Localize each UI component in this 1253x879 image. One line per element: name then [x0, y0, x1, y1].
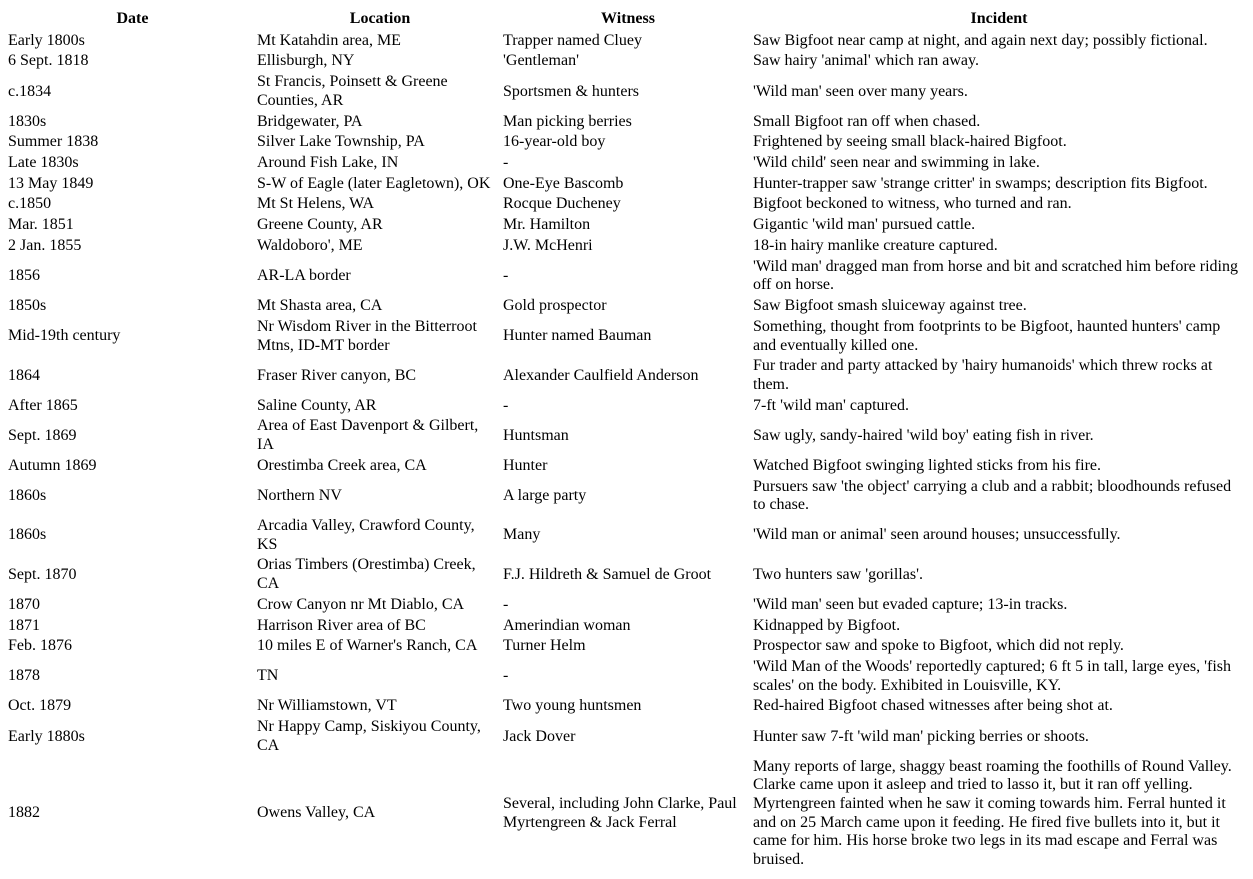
cell-incident: Pursuers saw 'the object' carrying a club and a rabbit; bloodhounds refused to chase. — [753, 477, 1232, 514]
table-row — [8, 636, 1245, 657]
cell-incident: Hunter saw 7-ft 'wild man' picking berries or shoots. — [753, 727, 1089, 745]
cell-incident: 'Wild child' seen near and swimming in lake. — [753, 154, 1040, 172]
cell-location: Mt Katahdin area, ME — [257, 31, 401, 49]
cell-incident: 'Wild man' seen over many years. — [753, 82, 968, 100]
cell-date: Autumn 1869 — [8, 456, 97, 474]
cell-witness: - — [503, 154, 509, 172]
table-row — [8, 51, 1245, 72]
cell-incident: Small Bigfoot ran off when chased. — [753, 112, 981, 130]
table-row — [8, 516, 1245, 555]
cell-incident: Saw ugly, sandy-haired 'wild boy' eating fish in river. — [753, 426, 1094, 444]
cell-witness: 16-year-old boy — [503, 133, 606, 151]
cell-location: Mt St Helens, WA — [257, 195, 375, 213]
cell-incident: Hunter-trapper saw 'strange critter' in swamps; description fits Bigfoot. — [753, 174, 1208, 192]
cell-date: 1830s — [8, 112, 47, 130]
cell-date: 1882 — [8, 804, 40, 822]
cell-witness: J.W. McHenri — [503, 236, 593, 254]
cell-location: Bridgewater, PA — [257, 112, 363, 130]
cell-date: 1850s — [8, 297, 47, 315]
table-row — [8, 174, 1245, 195]
cell-incident: 'Wild man or animal' seen around houses; unsuccessfully. — [753, 526, 1121, 544]
cell-witness: Mr. Hamilton — [503, 216, 591, 234]
table-row — [8, 416, 1245, 455]
cell-location: Silver Lake Township, PA — [257, 133, 425, 151]
cell-date: Late 1830s — [8, 154, 79, 172]
cell-date: Mid-19th century — [8, 327, 121, 345]
cell-witness: Many — [503, 526, 541, 544]
column-header-location: Location — [349, 10, 411, 27]
cell-incident: 7-ft 'wild man' captured. — [753, 396, 909, 414]
cell-witness: - — [503, 396, 509, 414]
cell-witness: Huntsman — [503, 426, 569, 444]
cell-incident: Kidnapped by Bigfoot. — [753, 616, 901, 634]
cell-witness: Man picking berries — [503, 112, 632, 130]
cell-date: Feb. 1876 — [8, 637, 72, 655]
cell-date: Early 1800s — [8, 31, 85, 49]
table-row — [8, 477, 1245, 516]
cell-witness: Amerindian woman — [503, 616, 631, 634]
table-row — [8, 31, 1245, 52]
cell-incident: Prospector saw and spoke to Bigfoot, which did not reply. — [753, 637, 1124, 655]
column-header-date: Date — [116, 10, 149, 27]
cell-witness: Hunter named Bauman — [503, 327, 652, 345]
table-row — [8, 595, 1245, 616]
column-header-witness: Witness — [601, 10, 655, 27]
cell-location: Owens Valley, CA — [257, 804, 376, 822]
cell-location: St Francis, Poinsett & Greene Counties, AR — [257, 73, 448, 109]
cell-location: Waldoboro', ME — [257, 236, 363, 254]
cell-witness: One-Eye Bascomb — [503, 174, 624, 192]
table-row — [8, 356, 1245, 395]
cell-incident: Something, thought from footprints to be Bigfoot, haunted hunters' camp and eventually killed one. — [753, 317, 1221, 354]
cell-location: Area of East Davenport & Gilbert, IA — [257, 417, 479, 454]
cell-date: After 1865 — [8, 396, 78, 414]
cell-witness: Jack Dover — [503, 727, 576, 745]
cell-witness: A large party — [503, 486, 587, 504]
cell-witness: - — [503, 667, 509, 685]
table-row — [8, 317, 1245, 356]
cell-date: 13 May 1849 — [8, 174, 94, 192]
table-row — [8, 757, 1245, 871]
table-row — [8, 153, 1245, 174]
table-row — [8, 555, 1245, 594]
table-row — [8, 257, 1245, 296]
cell-incident: Saw hairy 'animal' which ran away. — [753, 52, 979, 70]
cell-location: TN — [257, 667, 279, 685]
cell-date: 2 Jan. 1855 — [8, 236, 82, 254]
table-row — [8, 236, 1245, 257]
cell-location: S-W of Eagle (later Eagletown), OK — [257, 174, 491, 192]
table-row — [8, 717, 1245, 756]
table-row — [8, 215, 1245, 236]
cell-incident: 'Wild Man of the Woods' reportedly captured; 6 ft 5 in tall, large eyes, 'fish scales' on the body. Exhibited in Louisville, KY. — [753, 658, 1232, 694]
cell-location: Nr Williamstown, VT — [257, 697, 397, 715]
cell-date: c.1850 — [8, 195, 52, 213]
cell-date: Mar. 1851 — [8, 216, 74, 234]
cell-incident: Saw Bigfoot smash sluiceway against tree. — [753, 297, 1027, 315]
table-row — [8, 456, 1245, 477]
cell-witness: Hunter — [503, 456, 548, 474]
cell-date: 1860s — [8, 486, 47, 504]
cell-date: Sept. 1870 — [8, 565, 77, 583]
cell-witness: Turner Helm — [503, 637, 586, 655]
table-row — [8, 112, 1245, 133]
cell-incident: 18-in hairy manlike creature captured. — [753, 236, 998, 254]
bigfoot-sightings-table — [8, 8, 1245, 871]
cell-witness: Several, including John Clarke, Paul Myrtengreen & Jack Ferral — [503, 795, 737, 831]
cell-witness: Two young huntsmen — [503, 697, 642, 715]
table-row — [8, 657, 1245, 696]
cell-date: Summer 1838 — [8, 133, 99, 151]
cell-date: Oct. 1879 — [8, 697, 72, 715]
cell-date: c.1834 — [8, 82, 52, 100]
cell-witness: Alexander Caulfield Anderson — [503, 366, 699, 384]
cell-incident: Red-haired Bigfoot chased witnesses after being shot at. — [753, 697, 1113, 715]
cell-date: Early 1880s — [8, 727, 85, 745]
cell-date: 6 Sept. 1818 — [8, 52, 89, 70]
cell-witness: - — [503, 266, 509, 284]
cell-witness: Gold prospector — [503, 297, 607, 315]
column-header-incident: Incident — [970, 10, 1028, 27]
table-row — [8, 396, 1245, 417]
cell-location: Arcadia Valley, Crawford County, KS — [257, 516, 475, 553]
cell-incident: 'Wild man' seen but evaded capture; 13-in tracks. — [753, 595, 1068, 613]
cell-location: Mt Shasta area, CA — [257, 297, 383, 315]
cell-date: 1856 — [8, 266, 40, 284]
cell-location: Around Fish Lake, IN — [257, 154, 399, 172]
cell-location: Fraser River canyon, BC — [257, 366, 417, 384]
table-row — [8, 132, 1245, 153]
cell-witness: - — [503, 595, 509, 613]
cell-location: Saline County, AR — [257, 396, 377, 414]
cell-location: Orestimba Creek area, CA — [257, 456, 427, 474]
table-body — [8, 31, 1245, 871]
cell-incident: Frightened by seeing small black-haired Bigfoot. — [753, 133, 1067, 151]
cell-date: 1871 — [8, 616, 40, 634]
table-row — [8, 72, 1245, 111]
cell-location: Crow Canyon nr Mt Diablo, CA — [257, 595, 465, 613]
cell-location: Greene County, AR — [257, 216, 383, 234]
cell-date: Sept. 1869 — [8, 426, 77, 444]
cell-witness: 'Gentleman' — [503, 52, 579, 70]
cell-incident: Gigantic 'wild man' pursued cattle. — [753, 216, 976, 234]
header-row — [8, 8, 1245, 31]
cell-witness: Sportsmen & hunters — [503, 82, 639, 100]
cell-location: Harrison River area of BC — [257, 616, 426, 634]
cell-location: 10 miles E of Warner's Ranch, CA — [257, 637, 478, 655]
cell-incident: Watched Bigfoot swinging lighted sticks from his fire. — [753, 456, 1101, 474]
cell-location: Orias Timbers (Orestimba) Creek, CA — [257, 556, 476, 593]
cell-witness: F.J. Hildreth & Samuel de Groot — [503, 565, 712, 583]
cell-incident: 'Wild man' dragged man from horse and bit and scratched him before riding off on horse. — [753, 257, 1238, 294]
cell-date: 1860s — [8, 526, 47, 544]
cell-location: Nr Happy Camp, Siskiyou County, CA — [257, 718, 481, 754]
cell-witness: Rocque Ducheney — [503, 195, 621, 213]
cell-incident: Fur trader and party attacked by 'hairy humanoids' which threw rocks at them. — [753, 357, 1213, 393]
cell-incident: Two hunters saw 'gorillas'. — [753, 565, 923, 583]
cell-date: 1878 — [8, 667, 40, 685]
cell-location: Nr Wisdom River in the Bitterroot Mtns, ID-MT border — [257, 317, 477, 354]
cell-incident: Many reports of large, shaggy beast roaming the foothills of Round Valley. Clarke came upon it asleep and tried to lasso it, but it ran off yelling. Myrtengreen fainted when he saw it coming towards him. Ferral hunted it and on 25 March came upon it feeding. He fired five bullets into it, but it came for him. His horse broke two legs in its mad escape and Ferral was bruised. — [753, 757, 1232, 869]
table-row — [8, 696, 1245, 717]
cell-incident: Bigfoot beckoned to witness, who turned and ran. — [753, 195, 1072, 213]
cell-location: Northern NV — [257, 486, 342, 504]
cell-incident: Saw Bigfoot near camp at night, and again next day; possibly fictional. — [753, 31, 1208, 49]
cell-location: Ellisburgh, NY — [257, 52, 355, 70]
table-row — [8, 194, 1245, 215]
cell-date: 1870 — [8, 595, 40, 613]
table-row — [8, 616, 1245, 637]
cell-date: 1864 — [8, 366, 40, 384]
cell-witness: Trapper named Cluey — [503, 31, 642, 49]
table-row — [8, 296, 1245, 317]
cell-location: AR-LA border — [257, 266, 351, 284]
